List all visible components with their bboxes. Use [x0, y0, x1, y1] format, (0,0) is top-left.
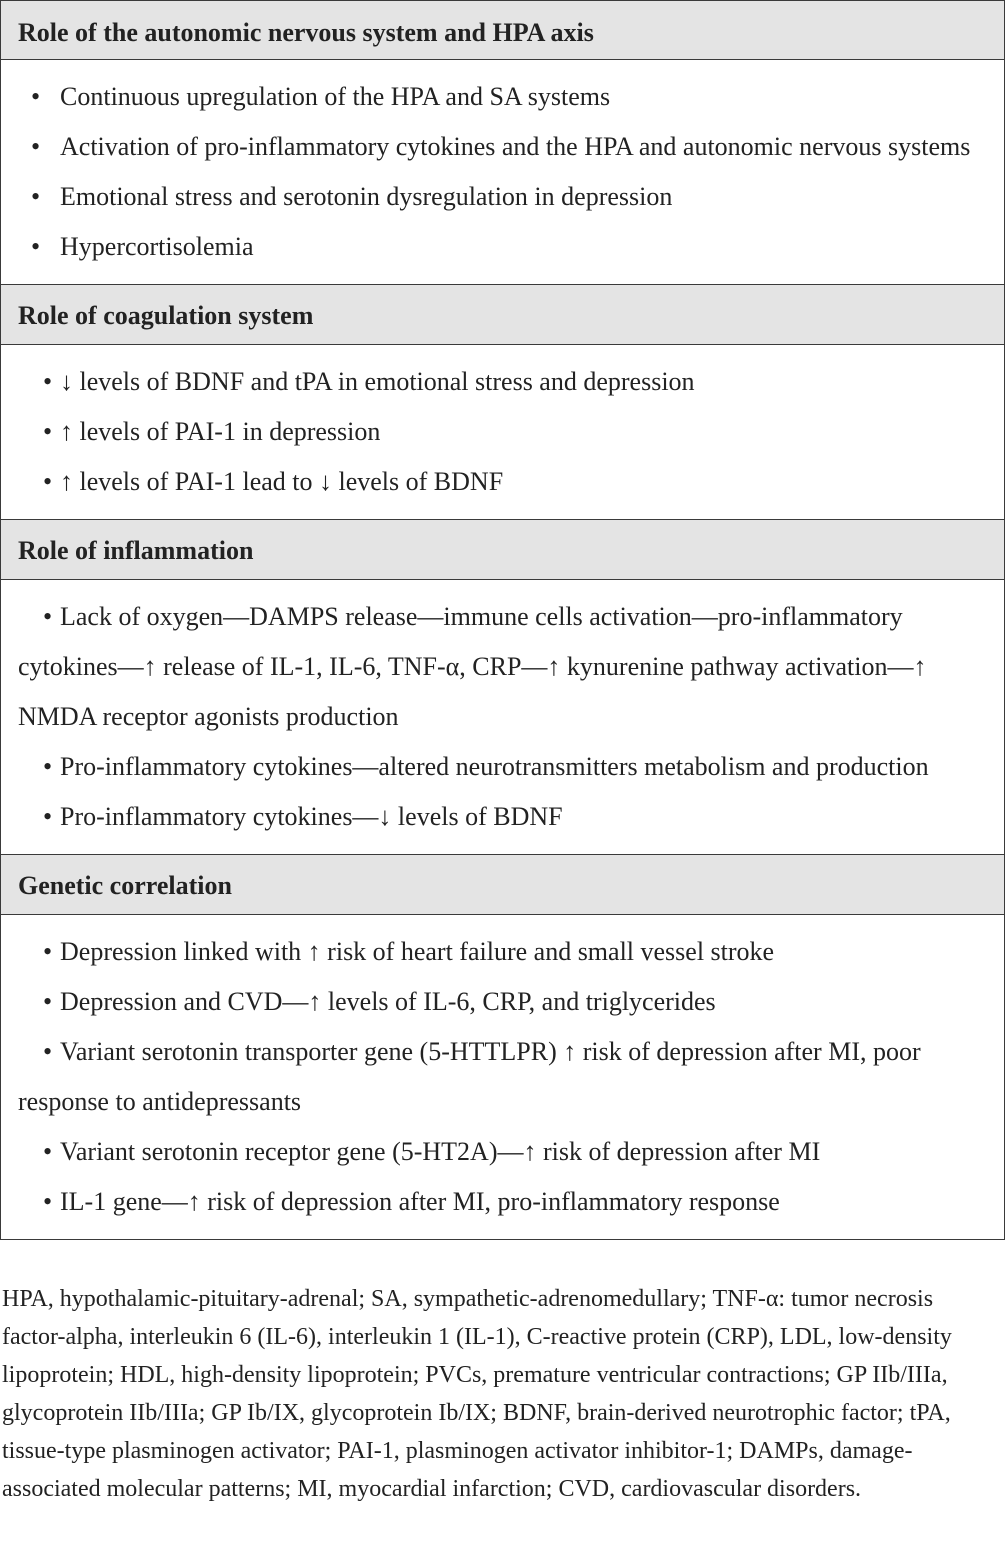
- bullet-icon: •: [31, 182, 41, 211]
- list-item: [18, 977, 986, 1027]
- table-footnote: HPA, hypothalamic-pituitary-adrenal; SA, sympathetic-adrenomedullary; TNF-α: tumor necrosis factor-alpha, interleukin 6 (IL-6), interleukin 1 (IL-1), C-reactive protein (CRP), LDL, low-density lipoprotein; HDL, high-density lipoprotein; PVCs, premature ventricular contractions; GP IIb/IIIa, glycoprotein IIb/IIIa; GP Ib/IX, glycoprotein Ib/IX; BDNF, brain-derived neurotrophic factor; tPA, tissue-type plasminogen activator; PAI-1, plasminogen activator inhibitor-1; DAMPs, damage-associated molecular patterns; MI, myocardial infarction; CVD, cardiovascular disorders.: [2, 1286, 952, 1502]
- section-body-autonomic: [1, 60, 1004, 284]
- list-item: [18, 1127, 986, 1177]
- bullet-icon: •: [43, 1037, 53, 1066]
- list-item: [18, 592, 986, 742]
- list-item-text: ↑ levels of PAI-1 lead to ↓ levels of BDNF: [60, 467, 504, 496]
- section-heading-coagulation: Role of coagulation system: [1, 284, 1004, 345]
- list-item-text: Activation of pro-inflammatory cytokines and the HPA and autonomic nervous systems: [60, 132, 971, 161]
- bullet-icon: •: [31, 132, 41, 161]
- list-item-text: Pro-inflammatory cytokines—altered neurotransmitters metabolism and production: [60, 752, 929, 781]
- bullet-icon: •: [43, 417, 53, 446]
- list-item: [18, 172, 986, 222]
- section-body-genetic: [1, 915, 1004, 1239]
- list-item: [18, 407, 986, 457]
- section-heading-inflammation: Role of inflammation: [1, 519, 1004, 580]
- list-item-text: Pro-inflammatory cytokines—↓ levels of BDNF: [60, 802, 563, 831]
- list-item-text: ↑ levels of PAI-1 in depression: [60, 417, 381, 446]
- list-item: [18, 122, 986, 172]
- bullet-icon: •: [43, 602, 53, 631]
- section-heading-autonomic: Role of the autonomic nervous system and HPA axis: [1, 0, 1004, 60]
- list-item-text: Depression linked with ↑ risk of heart failure and small vessel stroke: [60, 937, 775, 966]
- list-item: [18, 357, 986, 407]
- list-item-text: Variant serotonin receptor gene (5-HT2A)—↑ risk of depression after MI: [60, 1137, 821, 1166]
- bullet-icon: •: [43, 752, 53, 781]
- list-item: [18, 1177, 986, 1227]
- list-item-text: Variant serotonin transporter gene (5-HTTLPR) ↑ risk of depression after MI, poor response to antidepressants: [18, 1037, 921, 1116]
- list-item: [18, 792, 986, 842]
- list-item: [18, 1027, 986, 1127]
- bullet-icon: •: [31, 82, 41, 111]
- list-item: [18, 72, 986, 122]
- bullet-icon: •: [43, 1137, 53, 1166]
- bullet-icon: •: [43, 937, 53, 966]
- list-item-text: Emotional stress and serotonin dysregulation in depression: [60, 182, 673, 211]
- section-body-coagulation: [1, 345, 1004, 519]
- bullet-icon: •: [43, 467, 53, 496]
- list-item-text: Depression and CVD—↑ levels of IL-6, CRP, and triglycerides: [60, 987, 716, 1016]
- section-body-inflammation: [1, 580, 1004, 854]
- bullet-icon: •: [43, 987, 53, 1016]
- list-item: [18, 742, 986, 792]
- list-item-text: Continuous upregulation of the HPA and SA systems: [60, 82, 611, 111]
- list-item: [18, 222, 986, 272]
- bullet-icon: •: [43, 802, 53, 831]
- list-item-text: ↓ levels of BDNF and tPA in emotional stress and depression: [60, 367, 695, 396]
- bullet-icon: •: [43, 367, 53, 396]
- list-item-text: IL-1 gene—↑ risk of depression after MI, pro-inflammatory response: [60, 1187, 780, 1216]
- list-item: [18, 927, 986, 977]
- bullet-icon: •: [43, 1187, 53, 1216]
- bullet-icon: •: [31, 232, 41, 261]
- list-item-text: Lack of oxygen—DAMPS release—immune cells activation—pro-inflammatory cytokines—↑ release of IL-1, IL-6, TNF-α, CRP—↑ kynurenine pathway activation—↑ NMDA receptor agonists production: [18, 602, 927, 731]
- list-item-text: Hypercortisolemia: [60, 232, 254, 261]
- list-item: [18, 457, 986, 507]
- section-heading-genetic: Genetic correlation: [1, 854, 1004, 915]
